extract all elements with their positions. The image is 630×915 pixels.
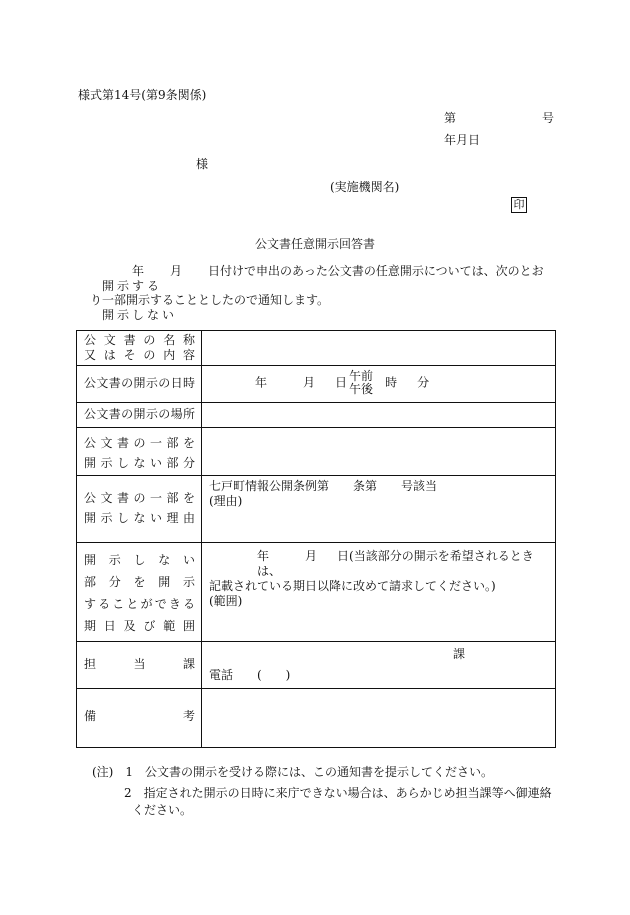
addressee-suffix: 様 <box>196 157 209 171</box>
label-disclosable-a: 開示しない <box>84 553 195 567</box>
row-disclosable-date <box>77 543 556 642</box>
value-undisclosed-part[interactable] <box>202 428 556 476</box>
document-number-line <box>444 109 554 126</box>
label-document-name-b: 又はその内容 <box>84 348 195 362</box>
row-disclosure-place <box>77 403 556 428</box>
disclosable-date-line <box>209 549 548 579</box>
value-undisclosed-reason[interactable] <box>202 476 556 543</box>
row-document-name <box>77 331 556 366</box>
row-undisclosed-reason <box>77 476 556 543</box>
label-disclosure-place: 公文書の開示の場所 <box>84 407 195 421</box>
intro-year: 年 <box>132 264 145 278</box>
intro-line-1 <box>132 262 544 279</box>
value-disclosure-place[interactable] <box>202 403 556 428</box>
ordinance-clause: 七戸町情報公開条例第 条第 号該当 <box>209 479 438 493</box>
row-remarks <box>77 689 556 748</box>
issue-year: 年 <box>444 133 457 147</box>
intro-line-2: り一部開示することとしたので通知します。 <box>90 293 330 307</box>
note-2: 2 指定された開示の日時に来庁できない場合は、あらかじめ担当課等へ御連絡 <box>124 786 552 800</box>
issue-date-line <box>444 131 480 148</box>
choice-not-disclose: 開示しない <box>102 308 178 322</box>
intro-month: 月 <box>170 264 183 278</box>
dt-am: 午前 <box>349 369 374 383</box>
reason-label: (理由) <box>209 494 243 508</box>
department-phone: 電話 ( ) <box>209 668 291 682</box>
label-document-name-a: 公文書の名称 <box>84 333 195 347</box>
answer-table <box>76 330 556 748</box>
row-undisclosed-part <box>77 428 556 476</box>
row-disclosure-datetime <box>77 366 556 403</box>
disclosable-day-note: 日(当該部分の開示を希望されるときは、 <box>257 549 534 578</box>
intro-text-1: 日付けで申出のあった公文書の任意開示については、次のとお <box>208 264 544 278</box>
note-2-continued: ください。 <box>132 803 193 817</box>
agency-name: (実施機関名) <box>330 180 400 194</box>
label-disclosable-c: することができる <box>84 597 195 611</box>
label-undisclosed-part-b: 開示しない部分 <box>84 456 195 470</box>
number-prefix: 第 <box>444 111 457 125</box>
label-undisclosed-reason-b: 開示しない理由 <box>84 511 195 525</box>
seal-mark: 印 <box>511 197 527 213</box>
label-remarks: 備考 <box>84 709 195 723</box>
disclosable-month: 月 <box>305 549 318 563</box>
value-disclosure-datetime[interactable] <box>202 366 556 403</box>
dt-year: 年 <box>255 375 268 390</box>
form-number-label: 様式第14号(第9条関係) <box>78 88 207 102</box>
disclosable-note: 記載されている期日以降に改めて請求してください。) <box>209 579 496 593</box>
value-remarks[interactable] <box>202 689 556 748</box>
value-disclosable-date[interactable] <box>202 543 556 642</box>
value-document-name[interactable] <box>202 331 556 366</box>
document-title: 公文書任意開示回答書 <box>254 237 375 251</box>
note-1: (注) 1 公文書の開示を受ける際には、この通知書を提示してください。 <box>92 765 494 779</box>
value-department[interactable] <box>202 642 556 689</box>
disclosable-year: 年 <box>257 549 270 563</box>
number-suffix: 号 <box>542 111 555 125</box>
label-undisclosed-reason-a: 公文書の一部を <box>84 491 195 505</box>
dt-minute: 分 <box>417 375 430 390</box>
dt-pm: 午後 <box>349 382 374 396</box>
scope-label: (範囲) <box>209 594 243 608</box>
dt-month: 月 <box>303 375 316 390</box>
label-disclosable-b: 部分を開示 <box>84 575 195 589</box>
label-disclosure-datetime: 公文書の開示の日時 <box>84 376 195 390</box>
dt-day: 日 <box>335 375 348 390</box>
dt-hour: 時 <box>385 375 398 390</box>
issue-month: 月 <box>456 133 469 147</box>
issue-day: 日 <box>468 133 481 147</box>
department-suffix: 課 <box>452 647 465 661</box>
choice-disclose: 開示する <box>102 279 163 293</box>
label-undisclosed-part-a: 公文書の一部を <box>84 436 195 450</box>
row-department <box>77 642 556 689</box>
label-disclosable-d: 期日及び範囲 <box>84 619 195 633</box>
label-department: 担当課 <box>84 657 195 671</box>
